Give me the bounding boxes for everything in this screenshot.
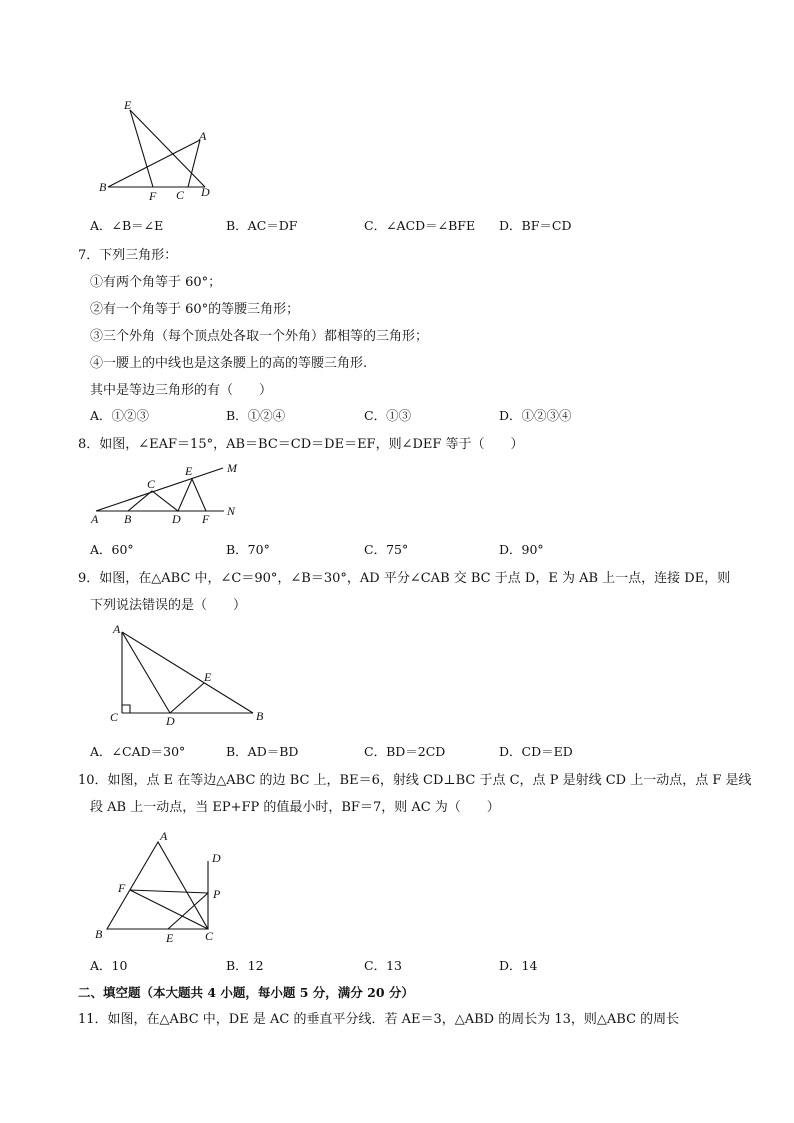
q10-label-B: B	[95, 927, 103, 941]
q6-figure	[90, 96, 220, 204]
q10-figure	[90, 826, 230, 946]
q10-option-b: B．12	[226, 958, 264, 973]
q6-option-d: D．BF＝CD	[499, 218, 572, 233]
q9-option-a: A．∠CAD＝30°	[90, 744, 186, 759]
q10-seg-EP	[168, 893, 208, 929]
q9-label-E: E	[204, 670, 212, 684]
q10-label-P: P	[213, 887, 221, 901]
q6-label-B: B	[99, 180, 107, 194]
q6-label-F: F	[149, 189, 157, 203]
q10-seg-FP	[130, 890, 208, 893]
q8-label-N: N	[227, 504, 236, 518]
q9-right-angle-mark	[122, 705, 130, 713]
q8-label-C: C	[147, 477, 156, 491]
q6-option-b: B．AC＝DF	[226, 218, 298, 233]
q8-label-D: D	[172, 512, 181, 526]
q7-item-4: ④一腰上的中线也是这条腰上的高的等腰三角形.	[90, 356, 368, 371]
q8-option-b: B．70°	[226, 542, 270, 557]
q9-seg-AB	[122, 632, 253, 713]
q8-option-d: D．90°	[499, 542, 544, 557]
q9-label-C: C	[110, 710, 119, 724]
q8-option-c: C．75°	[364, 542, 409, 557]
q10-label-E: E	[166, 931, 174, 945]
q8-label-A: A	[91, 512, 99, 526]
q8-figure	[88, 458, 248, 528]
q9-seg-DE	[170, 683, 204, 713]
q6-option-a: A．∠B＝∠E	[90, 218, 164, 233]
q9-label-A: A	[113, 622, 121, 636]
q7-option-d: D．①②③④	[499, 408, 572, 423]
q7-item-3: ③三个外角（每个顶点处各取一个外角）都相等的三角形；	[90, 329, 429, 344]
q9-stem-line2: 下列说法错误的是（ ）	[90, 598, 247, 613]
q7-question: 其中是等边三角形的有（ ）	[90, 383, 273, 398]
q8-option-a: A．60°	[90, 542, 134, 557]
q8-zigzag	[128, 479, 206, 511]
q11-stem: 11．如图，在△ABC 中，DE 是 AC 的垂直平分线．若 AE＝3，△ABD 的周长为 13，则△ABC 的周长	[78, 1012, 680, 1027]
q7-item-1: ①有两个角等于 60°；	[90, 275, 222, 290]
q6-option-c: C．∠ACD＝∠BFE	[364, 218, 476, 233]
q7-option-a: A．①②③	[90, 408, 150, 423]
q8-label-E: E	[185, 464, 193, 478]
q9-label-D: D	[166, 714, 175, 728]
q8-label-F: F	[202, 512, 210, 526]
q10-option-c: C．13	[364, 958, 402, 973]
q10-label-D: D	[212, 851, 221, 865]
q7-item-2: ②有一个角等于 60°的等腰三角形；	[90, 302, 300, 317]
q8-ray-AM	[96, 468, 223, 511]
q6-label-D: D	[201, 185, 210, 199]
q10-label-C: C	[205, 929, 214, 943]
q8-label-M: M	[227, 461, 237, 475]
q10-stem-line2: 段 AB 上一动点，当 EP+FP 的值最小时，BF＝7，则 AC 为（ ）	[90, 800, 500, 815]
q10-label-F: F	[118, 881, 126, 895]
q7-option-c: C．①③	[364, 408, 412, 423]
q9-figure	[108, 620, 268, 730]
q9-option-c: C．BD＝2CD	[364, 744, 446, 759]
q9-option-d: D．CD＝ED	[499, 744, 573, 759]
q6-seg-BA	[108, 140, 200, 187]
q7-option-b: B．①②④	[226, 408, 286, 423]
q8-stem: 8．如图，∠EAF＝15°，AB＝BC＝CD＝DE＝EF，则∠DEF 等于（ ）	[78, 437, 524, 452]
q10-stem-line1: 10．如图，点 E 在等边△ABC 的边 BC 上，BE＝6，射线 CD⊥BC 于点 C，点 P 是射线 CD 上一动点，点 F 是线	[78, 773, 752, 788]
section2-heading: 二、填空题（本大题共 4 小题，每小题 5 分，满分 20 分）	[78, 985, 414, 1000]
q9-label-B: B	[256, 709, 264, 723]
q8-label-B: B	[124, 512, 132, 526]
q6-label-E: E	[124, 98, 132, 112]
q6-label-C: C	[176, 188, 185, 202]
q7-stem: 7．下列三角形：	[78, 248, 178, 263]
q10-option-d: D．14	[499, 958, 538, 973]
q9-stem-line1: 9．如图，在△ABC 中，∠C＝90°，∠B＝30°，AD 平分∠CAB 交 BC 于点 D，E 为 AB 上一点，连接 DE，则	[78, 571, 731, 586]
q10-option-a: A．10	[90, 958, 128, 973]
q6-label-A: A	[199, 129, 207, 143]
q9-option-b: B．AD＝BD	[226, 744, 299, 759]
q9-seg-AD	[122, 632, 170, 713]
q10-label-A: A	[160, 829, 168, 843]
